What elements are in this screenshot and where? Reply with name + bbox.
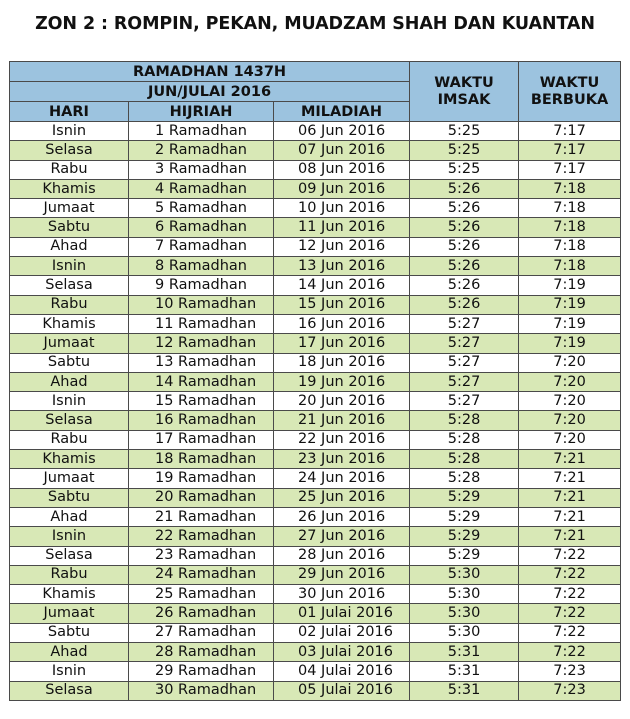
imsak-time-cell: 5:27 bbox=[410, 314, 519, 333]
imsak-time-cell: 5:31 bbox=[410, 662, 519, 681]
hijri-date-cell: 29 Ramadhan bbox=[129, 662, 274, 681]
table-row bbox=[10, 237, 621, 256]
day-cell: Selasa bbox=[10, 681, 129, 700]
month-header: JUN/JULAI 2016 bbox=[10, 82, 410, 102]
berbuka-time-cell: 7:19 bbox=[519, 314, 621, 333]
gregorian-date-cell: 23 Jun 2016 bbox=[274, 450, 410, 469]
berbuka-header-line1: WAKTU bbox=[539, 74, 600, 91]
hijri-date-cell: 14 Ramadhan bbox=[129, 372, 274, 391]
day-cell: Khamis bbox=[10, 450, 129, 469]
imsak-time-cell: 5:29 bbox=[410, 527, 519, 546]
table-row bbox=[10, 450, 621, 469]
day-cell: Isnin bbox=[10, 257, 129, 276]
imsak-time-cell: 5:25 bbox=[410, 122, 519, 141]
table-row bbox=[10, 430, 621, 449]
hijri-date-cell: 3 Ramadhan bbox=[129, 160, 274, 179]
gregorian-date-cell: 16 Jun 2016 bbox=[274, 314, 410, 333]
berbuka-time-cell: 7:19 bbox=[519, 276, 621, 295]
day-cell: Ahad bbox=[10, 372, 129, 391]
imsak-time-cell: 5:28 bbox=[410, 430, 519, 449]
gregorian-date-cell: 19 Jun 2016 bbox=[274, 372, 410, 391]
table-row bbox=[10, 681, 621, 700]
hijri-date-cell: 18 Ramadhan bbox=[129, 450, 274, 469]
day-cell: Khamis bbox=[10, 585, 129, 604]
day-cell: Jumaat bbox=[10, 199, 129, 218]
table-row bbox=[10, 507, 621, 526]
gregorian-date-cell: 08 Jun 2016 bbox=[274, 160, 410, 179]
berbuka-time-cell: 7:17 bbox=[519, 122, 621, 141]
imsak-time-cell: 5:31 bbox=[410, 681, 519, 700]
berbuka-time-cell: 7:21 bbox=[519, 507, 621, 526]
imsak-time-cell: 5:26 bbox=[410, 218, 519, 237]
day-cell: Isnin bbox=[10, 662, 129, 681]
day-cell: Ahad bbox=[10, 507, 129, 526]
imsak-time-cell: 5:27 bbox=[410, 353, 519, 372]
berbuka-time-cell: 7:20 bbox=[519, 353, 621, 372]
berbuka-time-cell: 7:23 bbox=[519, 662, 621, 681]
gregorian-date-cell: 11 Jun 2016 bbox=[274, 218, 410, 237]
hijri-date-cell: 13 Ramadhan bbox=[129, 353, 274, 372]
gregorian-date-cell: 21 Jun 2016 bbox=[274, 411, 410, 430]
day-cell: Jumaat bbox=[10, 604, 129, 623]
hijri-date-cell: 15 Ramadhan bbox=[129, 392, 274, 411]
imsak-time-cell: 5:30 bbox=[410, 585, 519, 604]
day-cell: Selasa bbox=[10, 546, 129, 565]
gregorian-date-cell: 25 Jun 2016 bbox=[274, 488, 410, 507]
ramadhan-header: RAMADHAN 1437H bbox=[10, 62, 410, 82]
day-cell: Khamis bbox=[10, 179, 129, 198]
imsak-time-cell: 5:27 bbox=[410, 334, 519, 353]
hijri-date-cell: 22 Ramadhan bbox=[129, 527, 274, 546]
berbuka-time-cell: 7:21 bbox=[519, 488, 621, 507]
berbuka-time-cell: 7:19 bbox=[519, 334, 621, 353]
imsak-time-cell: 5:30 bbox=[410, 604, 519, 623]
imsak-time-cell: 5:31 bbox=[410, 643, 519, 662]
table-row bbox=[10, 411, 621, 430]
imsak-header bbox=[410, 62, 519, 122]
table-row bbox=[10, 276, 621, 295]
gregorian-date-cell: 02 Julai 2016 bbox=[274, 623, 410, 642]
imsak-time-cell: 5:28 bbox=[410, 469, 519, 488]
berbuka-time-cell: 7:23 bbox=[519, 681, 621, 700]
berbuka-time-cell: 7:22 bbox=[519, 546, 621, 565]
day-cell: Isnin bbox=[10, 392, 129, 411]
hijri-date-cell: 9 Ramadhan bbox=[129, 276, 274, 295]
gregorian-date-cell: 01 Julai 2016 bbox=[274, 604, 410, 623]
table-row bbox=[10, 257, 621, 276]
hijri-date-cell: 12 Ramadhan bbox=[129, 334, 274, 353]
imsak-time-cell: 5:28 bbox=[410, 450, 519, 469]
table-row bbox=[10, 604, 621, 623]
hijri-date-cell: 4 Ramadhan bbox=[129, 179, 274, 198]
day-cell: Jumaat bbox=[10, 334, 129, 353]
imsak-header-line2: IMSAK bbox=[437, 91, 491, 108]
imsak-time-cell: 5:30 bbox=[410, 565, 519, 584]
hijri-date-cell: 8 Ramadhan bbox=[129, 257, 274, 276]
imsak-time-cell: 5:26 bbox=[410, 276, 519, 295]
table-row bbox=[10, 662, 621, 681]
table-row bbox=[10, 643, 621, 662]
gregorian-date-cell: 10 Jun 2016 bbox=[274, 199, 410, 218]
gregorian-date-cell: 07 Jun 2016 bbox=[274, 141, 410, 160]
hijri-date-cell: 5 Ramadhan bbox=[129, 199, 274, 218]
imsak-header-line1: WAKTU bbox=[434, 74, 494, 91]
hijri-date-cell: 23 Ramadhan bbox=[129, 546, 274, 565]
hijri-date-cell: 25 Ramadhan bbox=[129, 585, 274, 604]
berbuka-time-cell: 7:17 bbox=[519, 141, 621, 160]
gregorian-date-cell: 04 Julai 2016 bbox=[274, 662, 410, 681]
gregorian-date-cell: 24 Jun 2016 bbox=[274, 469, 410, 488]
gregorian-date-cell: 20 Jun 2016 bbox=[274, 392, 410, 411]
gregorian-date-cell: 22 Jun 2016 bbox=[274, 430, 410, 449]
imsak-time-cell: 5:27 bbox=[410, 392, 519, 411]
table-row bbox=[10, 585, 621, 604]
gregorian-date-cell: 15 Jun 2016 bbox=[274, 295, 410, 314]
hijri-date-cell: 26 Ramadhan bbox=[129, 604, 274, 623]
day-cell: Rabu bbox=[10, 160, 129, 179]
hijri-date-cell: 16 Ramadhan bbox=[129, 411, 274, 430]
day-cell: Sabtu bbox=[10, 488, 129, 507]
imsak-time-cell: 5:29 bbox=[410, 507, 519, 526]
hijri-date-cell: 28 Ramadhan bbox=[129, 643, 274, 662]
table-row bbox=[10, 295, 621, 314]
day-cell: Selasa bbox=[10, 411, 129, 430]
berbuka-time-cell: 7:20 bbox=[519, 430, 621, 449]
day-cell: Rabu bbox=[10, 430, 129, 449]
day-cell: Rabu bbox=[10, 295, 129, 314]
gregorian-date-cell: 18 Jun 2016 bbox=[274, 353, 410, 372]
gregorian-date-cell: 09 Jun 2016 bbox=[274, 179, 410, 198]
day-cell: Isnin bbox=[10, 527, 129, 546]
hijri-date-cell: 7 Ramadhan bbox=[129, 237, 274, 256]
imsak-time-cell: 5:26 bbox=[410, 257, 519, 276]
imsak-time-cell: 5:26 bbox=[410, 199, 519, 218]
imsak-time-cell: 5:26 bbox=[410, 179, 519, 198]
table-row bbox=[10, 141, 621, 160]
berbuka-time-cell: 7:22 bbox=[519, 565, 621, 584]
day-cell: Sabtu bbox=[10, 623, 129, 642]
hijriah-header: HIJRIAH bbox=[129, 102, 274, 122]
table-row bbox=[10, 546, 621, 565]
day-cell: Ahad bbox=[10, 643, 129, 662]
schedule-body bbox=[10, 122, 621, 701]
day-cell: Khamis bbox=[10, 314, 129, 333]
hijri-date-cell: 20 Ramadhan bbox=[129, 488, 274, 507]
table-row bbox=[10, 353, 621, 372]
table-row bbox=[10, 179, 621, 198]
gregorian-date-cell: 14 Jun 2016 bbox=[274, 276, 410, 295]
imsak-time-cell: 5:26 bbox=[410, 237, 519, 256]
berbuka-time-cell: 7:21 bbox=[519, 527, 621, 546]
hijri-date-cell: 30 Ramadhan bbox=[129, 681, 274, 700]
berbuka-time-cell: 7:22 bbox=[519, 604, 621, 623]
hijri-date-cell: 6 Ramadhan bbox=[129, 218, 274, 237]
table-row bbox=[10, 314, 621, 333]
hari-header: HARI bbox=[10, 102, 129, 122]
berbuka-time-cell: 7:22 bbox=[519, 643, 621, 662]
table-row bbox=[10, 122, 621, 141]
hijri-date-cell: 21 Ramadhan bbox=[129, 507, 274, 526]
hijri-date-cell: 2 Ramadhan bbox=[129, 141, 274, 160]
berbuka-time-cell: 7:18 bbox=[519, 218, 621, 237]
miladiah-header: MILADIAH bbox=[274, 102, 410, 122]
berbuka-time-cell: 7:19 bbox=[519, 295, 621, 314]
hijri-date-cell: 17 Ramadhan bbox=[129, 430, 274, 449]
berbuka-time-cell: 7:18 bbox=[519, 257, 621, 276]
table-row bbox=[10, 527, 621, 546]
imsak-time-cell: 5:29 bbox=[410, 488, 519, 507]
hijri-date-cell: 27 Ramadhan bbox=[129, 623, 274, 642]
gregorian-date-cell: 17 Jun 2016 bbox=[274, 334, 410, 353]
berbuka-time-cell: 7:17 bbox=[519, 160, 621, 179]
day-cell: Sabtu bbox=[10, 218, 129, 237]
imsak-time-cell: 5:25 bbox=[410, 141, 519, 160]
berbuka-time-cell: 7:20 bbox=[519, 411, 621, 430]
gregorian-date-cell: 30 Jun 2016 bbox=[274, 585, 410, 604]
table-row bbox=[10, 334, 621, 353]
gregorian-date-cell: 13 Jun 2016 bbox=[274, 257, 410, 276]
day-cell: Sabtu bbox=[10, 353, 129, 372]
hijri-date-cell: 11 Ramadhan bbox=[129, 314, 274, 333]
berbuka-time-cell: 7:20 bbox=[519, 372, 621, 391]
berbuka-header bbox=[519, 62, 621, 122]
gregorian-date-cell: 27 Jun 2016 bbox=[274, 527, 410, 546]
day-cell: Selasa bbox=[10, 141, 129, 160]
berbuka-time-cell: 7:20 bbox=[519, 392, 621, 411]
gregorian-date-cell: 29 Jun 2016 bbox=[274, 565, 410, 584]
table-row bbox=[10, 392, 621, 411]
imsak-time-cell: 5:29 bbox=[410, 546, 519, 565]
table-row bbox=[10, 565, 621, 584]
table-row bbox=[10, 488, 621, 507]
day-cell: Ahad bbox=[10, 237, 129, 256]
gregorian-date-cell: 28 Jun 2016 bbox=[274, 546, 410, 565]
berbuka-time-cell: 7:18 bbox=[519, 237, 621, 256]
day-cell: Isnin bbox=[10, 122, 129, 141]
schedule-table bbox=[9, 61, 621, 701]
day-cell: Selasa bbox=[10, 276, 129, 295]
berbuka-time-cell: 7:18 bbox=[519, 179, 621, 198]
imsak-time-cell: 5:26 bbox=[410, 295, 519, 314]
imsak-time-cell: 5:27 bbox=[410, 372, 519, 391]
gregorian-date-cell: 06 Jun 2016 bbox=[274, 122, 410, 141]
berbuka-time-cell: 7:21 bbox=[519, 469, 621, 488]
table-row bbox=[10, 469, 621, 488]
hijri-date-cell: 19 Ramadhan bbox=[129, 469, 274, 488]
berbuka-time-cell: 7:22 bbox=[519, 585, 621, 604]
hijri-date-cell: 1 Ramadhan bbox=[129, 122, 274, 141]
table-row bbox=[10, 199, 621, 218]
gregorian-date-cell: 12 Jun 2016 bbox=[274, 237, 410, 256]
imsak-time-cell: 5:28 bbox=[410, 411, 519, 430]
table-row bbox=[10, 623, 621, 642]
berbuka-time-cell: 7:21 bbox=[519, 450, 621, 469]
imsak-time-cell: 5:25 bbox=[410, 160, 519, 179]
table-row bbox=[10, 160, 621, 179]
gregorian-date-cell: 03 Julai 2016 bbox=[274, 643, 410, 662]
gregorian-date-cell: 26 Jun 2016 bbox=[274, 507, 410, 526]
berbuka-header-line2: BERBUKA bbox=[530, 91, 609, 108]
table-row bbox=[10, 372, 621, 391]
day-cell: Jumaat bbox=[10, 469, 129, 488]
berbuka-time-cell: 7:18 bbox=[519, 199, 621, 218]
page-title: ZON 2 : ROMPIN, PEKAN, MUADZAM SHAH DAN KUANTAN bbox=[35, 14, 595, 34]
hijri-date-cell: 10 Ramadhan bbox=[129, 295, 274, 314]
day-cell: Rabu bbox=[10, 565, 129, 584]
gregorian-date-cell: 05 Julai 2016 bbox=[274, 681, 410, 700]
hijri-date-cell: 24 Ramadhan bbox=[129, 565, 274, 584]
table-row bbox=[10, 218, 621, 237]
berbuka-time-cell: 7:22 bbox=[519, 623, 621, 642]
imsak-time-cell: 5:30 bbox=[410, 623, 519, 642]
